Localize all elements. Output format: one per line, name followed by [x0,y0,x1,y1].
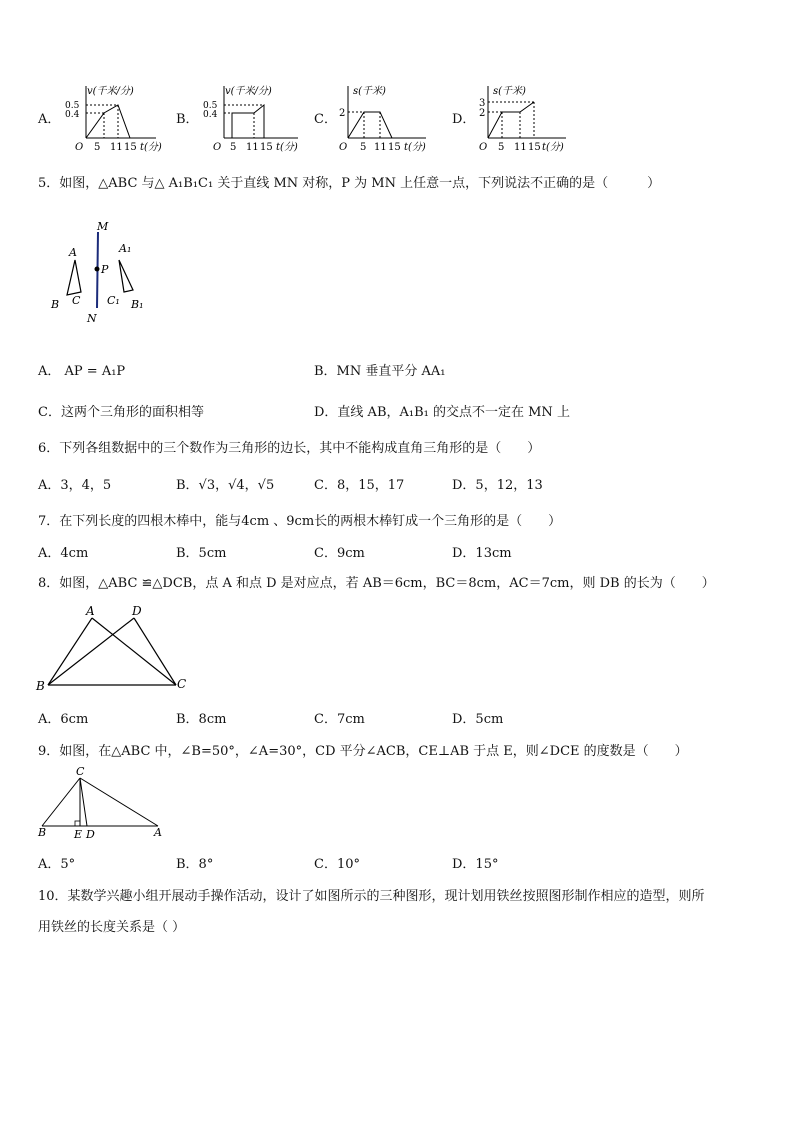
graph-d-ytick-1: 3 [479,98,486,109]
q6-option-d: D．5，12，13 [452,478,543,493]
q9-label-c: C [76,765,85,778]
graph-d-xtick-1: 5 [498,142,505,153]
q10-text-line2: 用铁丝的长度关系是（ ） [38,920,186,935]
q6-option-b: B．√3，√4，√5 [176,478,275,493]
graph-d-origin: O [479,142,488,153]
graph-a-ytick-2: 0.4 [65,110,80,120]
q8-figure [36,602,196,694]
q7-option-c: C．9cm [314,546,365,561]
q5-label-n: N [87,312,97,325]
q10-text-line1: 10．某数学兴趣小组开展动手操作活动，设计了如图所示的三种图形，现计划用铁丝按照图形制作相应的造型，则所 [38,889,705,904]
q8-label-c: C [177,677,187,691]
q5-option-b: B．MN 垂直平分 AA₁ [314,364,446,379]
graph-a-xtick-3: 15 [124,142,137,153]
q7-option-a: A．4cm [38,546,89,561]
graph-b-ytick-1: 0.5 [203,101,218,111]
q6-option-a: A．3，4，5 [38,478,112,493]
graph-a [60,80,160,155]
graph-a-origin: O [75,142,84,153]
option-letter-b: B． [176,112,199,127]
q8-option-a: A．6cm [38,712,89,727]
q7-option-d: D．13cm [452,546,512,561]
graph-b-origin: O [213,142,222,153]
graph-b-xaxis: t(分) [276,142,298,153]
q5-label-m: M [97,220,109,233]
q8-option-d: D．5cm [452,712,504,727]
q9-text: 9．如图，在△ABC 中，∠B=50°，∠A=30°，CD 平分∠ACB，CE⊥AB 于点 E，则∠DCE 的度数是（ ） [38,744,688,759]
q5-label-c1: C₁ [107,294,120,307]
graph-d-xtick-2: 11 [514,142,527,153]
q8-label-a: A [86,604,95,618]
graph-d [476,80,586,155]
q5-text: 5．如图，△ABC 与△ A₁B₁C₁ 关于直线 MN 对称，P 为 MN 上任意一点，下列说法不正确的是（ ） [38,176,661,191]
q5-option-a: A． AP = A₁P [38,364,126,379]
q5-label-a1: A₁ [119,242,132,255]
graph-a-xaxis: t(分) [140,142,162,153]
graph-c-xtick-2: 11 [374,142,387,153]
q8-label-b: B [36,679,45,693]
option-letter-a: A． [38,112,61,127]
q5-label-p: P [101,263,109,276]
q9-label-a: A [154,826,162,839]
graph-c-xtick-3: 15 [388,142,401,153]
q6-option-c: C．8，15，17 [314,478,405,493]
graph-c-xtick-1: 5 [360,142,367,153]
graph-c-origin: O [339,142,348,153]
graph-b-xtick-1: 5 [230,142,237,153]
graph-b [198,80,308,155]
option-letter-c: C． [314,112,337,127]
q9-label-e: E [74,828,83,841]
graph-c-ylabel: s(千米) [353,86,386,97]
graph-b-ylabel: v(千米/分) [225,86,272,97]
q9-option-b: B．8° [176,857,214,872]
graph-d-ylabel: s(千米) [493,86,526,97]
option-letter-d: D． [452,112,476,127]
graph-c [336,80,446,155]
graph-b-ytick-2: 0.4 [203,110,218,120]
q5-label-a: A [69,246,77,259]
graph-a-xtick-1: 5 [94,142,101,153]
q5-label-b1: B₁ [131,298,144,311]
q5-figure [45,218,165,328]
q9-label-d: D [86,828,95,841]
q5-option-d: D．直线 AB，A₁B₁ 的交点不一定在 MN 上 [314,405,570,420]
graph-d-xtick-3: 15 [528,142,541,153]
q5-label-b: B [51,298,60,311]
graph-d-xaxis: t(分) [542,142,564,153]
q7-text: 7．在下列长度的四根木棒中，能与4cm 、9cm长的两根木棒钉成一个三角形的是（ ） [38,514,562,529]
q8-option-c: C．7cm [314,712,365,727]
q5-label-c: C [72,294,81,307]
graph-a-ylabel: v(千米/分) [87,86,134,97]
q9-figure [36,765,166,843]
q9-option-c: C．10° [314,857,360,872]
graph-a-ytick-1: 0.5 [65,101,80,111]
q5-option-c: C．这两个三角形的面积相等 [38,405,204,420]
graph-b-xtick-3: 15 [260,142,273,153]
q9-option-d: D．15° [452,857,499,872]
q7-option-b: B．5cm [176,546,227,561]
graph-a-xtick-2: 11 [110,142,123,153]
q8-label-d: D [132,604,142,618]
q8-option-b: B．8cm [176,712,227,727]
graph-d-ytick-2: 2 [479,108,486,119]
graph-c-xaxis: t(分) [404,142,426,153]
q8-text: 8．如图，△ABC ≌△DCB，点 A 和点 D 是对应点，若 AB＝6cm，BC＝8cm，AC＝7cm，则 DB 的长为（ ） [38,576,715,591]
q9-label-b: B [38,826,47,839]
graph-b-xtick-2: 11 [246,142,259,153]
q9-option-a: A．5° [38,857,76,872]
graph-c-ytick-1: 2 [339,108,346,119]
q6-text: 6．下列各组数据中的三个数作为三角形的边长，其中不能构成直角三角形的是（ ） [38,441,541,456]
